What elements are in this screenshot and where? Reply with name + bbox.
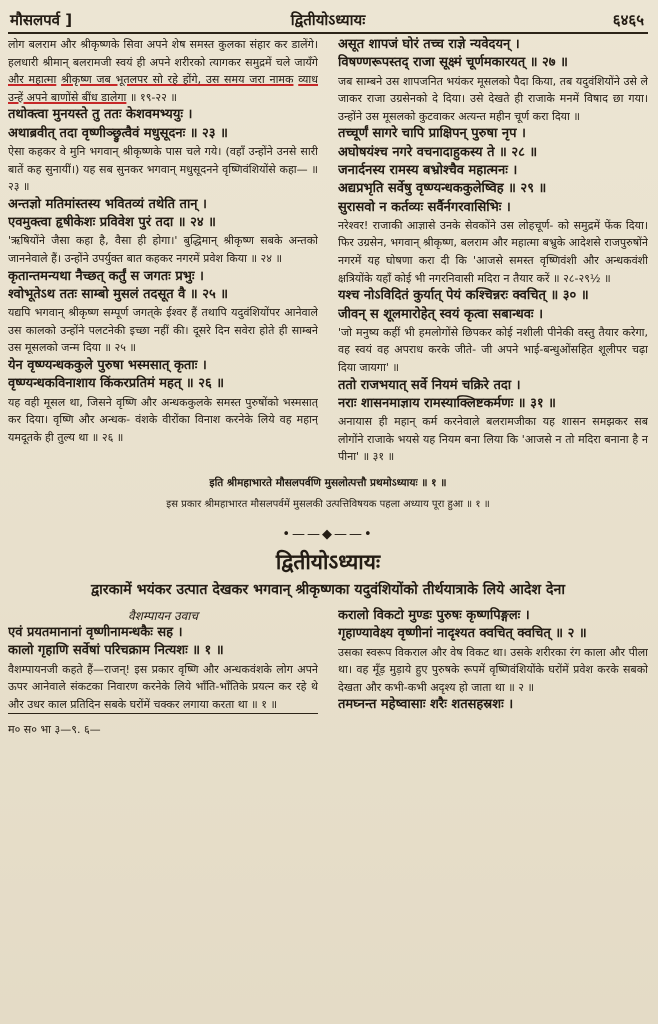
- verse-line: कालो गृहाणि सर्वेषां परिचक्राम नित्यशः ॥ १ ॥: [8, 643, 224, 659]
- verse-line: नराः शासनमाज्ञाय रामस्याक्लिष्टकर्मणः ॥ ३१ ॥: [338, 395, 556, 411]
- verse-26: [8, 357, 318, 394]
- text-line: जी अपने भाई-बन्धुओंसहित शूलीपर चढ़ा दिया जायगा' ॥: [338, 343, 648, 375]
- chapter2-columns: [8, 607, 648, 737]
- translation-19-22: [8, 36, 318, 106]
- text-line: नहीं की। दूसरे दिन सवेरा होते ही साम्बने उस मूसलको: [8, 323, 318, 355]
- text-line: और कभी-कभी अदृश्य हो जाता था ॥ २ ॥: [365, 680, 535, 694]
- text-line: यदुवंशियोंपर आनेवाले उस कालको उन्होंने पलटनेकी इच्छा: [8, 306, 318, 337]
- text-line: और अन्धकवंशके लोग अपने ऊपर आनेवाले संकटका: [8, 662, 318, 694]
- verse-line: जनार्दनस्य रामस्य बभ्रोश्चैव महात्मनः ।: [338, 162, 518, 178]
- verse-ch2-3: तमघ्नन्त महेष्वासाः शरैः शतसहस्रशः ।: [338, 697, 514, 713]
- verse-line: एवं प्रयतमानानां वृष्णीनामन्धकैः सह ।: [8, 624, 183, 640]
- verse-24: [8, 196, 318, 233]
- text-line: पीनेकी वस्तु तैयार करेगा, वह स्वयं वह अपराध करके जीते-: [338, 325, 648, 357]
- text-line: अन्धकवंशी क्षत्रियोंके यहाँ कोई भी नगरनिवासी मदिरा न: [338, 254, 648, 285]
- verse-27: [338, 36, 648, 73]
- verse-line: सुरासवो न कर्तव्यः सर्वैर्नगरवासिभिः ।: [338, 199, 511, 215]
- chapter1-columns: [8, 36, 648, 466]
- underlined-text: श्रीकृष्ण जब भूतलपर सो रहे होंगे, उस समय जरा नामक: [61, 73, 294, 87]
- verse-ch2-2: [338, 607, 648, 644]
- translation-25: [8, 304, 318, 357]
- verse-line: विषण्णरूपस्तद् राजा सूक्ष्मं चूर्णमकारयत् ॥ २७ ॥: [338, 55, 568, 71]
- translation-28-29: [338, 217, 648, 287]
- text-line: अपने शरीरको त्यागकर समुद्रमें चले जायँगे: [149, 55, 318, 69]
- text-line: वंशके वीरोंका विनाश करनेके लिये वह महान् यमदूतके ही: [8, 413, 318, 444]
- header-chapter-name: द्वितीयोऽध्यायः: [290, 11, 366, 29]
- text-line: अनायास ही महान् कर्म करनेवाले बलरामजीका यह: [338, 415, 556, 429]
- text-line: उसे देखते ही राजाके मनमें विषाद छा गया। उन्होंने: [338, 92, 648, 123]
- translation-30: [338, 324, 648, 377]
- text-line: नरेश्वर! राजाकी आज्ञासे उनके सेवकोंने उस लोहचूर्ण-: [338, 218, 554, 232]
- verse-line: तथोक्त्वा मुनयस्ते तु ततः केशवमभ्ययुः ।: [8, 107, 193, 123]
- verse-line: येन वृष्ण्यन्धककुले पुरुषा भस्मसात् कृताः ।: [8, 357, 207, 373]
- text-line: यह घोषणा करा दी कि 'आजसे समस्त वृष्णिवंशी और: [367, 254, 599, 268]
- text-line: काल प्रतिदिन सबके घरोंमें चक्कर लगाया करता था ॥ १ ॥: [48, 697, 278, 711]
- page-header: [8, 6, 648, 32]
- translation-26: [8, 394, 318, 447]
- text-line: पुरुषके रूपमें वृष्णिवंशियोंके घरोंमें प्रवेश करके सबको देखता: [338, 663, 648, 694]
- text-line: उस मूसलको कुटवाकर अत्यन्त महीन चूर्ण करा दिया ॥: [365, 109, 580, 123]
- verse-line: ततो राजभयात् सर्वे नियमं चक्रिरे तदा ।: [338, 377, 521, 393]
- text-line: भगवान् मधुसूदनने वृष्णिवंशियोंसे कहा— ॥ २३ ॥: [8, 162, 318, 194]
- verse-line: करालो विकटो मुण्डः पुरुषः कृष्णपिङ्गलः ।: [338, 607, 530, 623]
- text-line: को समुद्रमें फेंक दिया। फिर उग्रसेन, भगवान् श्रीकृष्ण,: [338, 218, 648, 250]
- text-line: (वहाँ उन्होंने उनसे सारी बातें कह सुनायीं।) यह सब सुनकर: [8, 144, 318, 176]
- text-line: जन्म दिया ॥ २५ ॥: [61, 341, 136, 355]
- translation-ch2-2: [338, 644, 648, 697]
- header-parva-name: मौसलपर्व ]: [10, 11, 73, 29]
- verse-31: [338, 377, 648, 414]
- text-line: संहार कर डालेंगे। हलधारी श्रीमान् बलरामजी स्वयं ही: [8, 38, 318, 69]
- verse-line: एवमुक्त्वा हृषीकेशः प्रविवेश पुरं तदा ॥ २४ ॥: [8, 215, 216, 231]
- text-line: शासन समझकर सब लोगोंने राजाके भयसे यह नियम बना: [338, 415, 648, 446]
- text-line: लोग बलराम और श्रीकृष्णके सिवा अपने शेष समस्त कुलका: [8, 38, 246, 51]
- verse-line: श्वोभूतेऽथ ततः साम्बो मुसलं तदसूत वै ॥ २५ ॥: [8, 286, 229, 302]
- header-divider: [8, 32, 648, 34]
- colophon-hindi: इस प्रकार श्रीमहाभारत मौसलपर्वमें मुसलकी उत्पत्तिविषयक पहला अध्याय पूरा हुआ ॥ १ ॥: [166, 498, 490, 510]
- verse-line: वृष्ण्यन्धकविनाशाय किंकरप्रतिमं महत् ॥ २६ ॥: [8, 376, 225, 392]
- text-line: तब यदुवंशियोंने उसे ले जाकर राजा उग्रसेनको दे दिया।: [338, 74, 648, 106]
- left-column: [8, 36, 318, 466]
- ch2-right-column: [338, 607, 648, 737]
- section-divider-ornament: •——◆——•: [282, 526, 374, 542]
- text-line: 'ऋषियोंने जैसा कहा है, वैसा ही होगा।' बुद्धिमान्: [8, 234, 218, 248]
- text-line: 'जो मनुष्य कहीं भी हमलोगोंसे छिपकर कोई नशीली: [338, 325, 544, 339]
- text-line: कहकर नगरमें प्रवेश किया ॥ २४ ॥: [145, 251, 283, 265]
- translation-ch2-1: [8, 661, 318, 714]
- verse-ch2-1: [8, 624, 318, 661]
- text-line: श्रीकृष्ण सबके अन्तको जाननेवाले हैं। उन्होंने उपर्युक्त बात: [8, 234, 318, 265]
- page-footer-signature: म० स० भा ३—९. ६—: [8, 723, 101, 737]
- text-line: निवारण करनेके लिये भाँति-भाँतिके प्रयत्न कर रहे थे और उधर: [8, 680, 318, 711]
- right-column: [338, 36, 648, 466]
- verse-line: असूत शापजं घोरं तच्च राज्ञे न्यवेदयन् ।: [338, 37, 520, 52]
- chapter-subtitle: द्वारकामें भयंकर उत्पात देखकर भगवान् श्रीकृष्णका यदुवंशियोंको तीर्थयात्राके लिये आदेश देना: [90, 581, 566, 598]
- translation-24: [8, 232, 318, 267]
- verse-23: [8, 106, 318, 143]
- text-line: तुल्य था ॥ २६ ॥: [57, 430, 124, 444]
- verse-line: तच्चूर्णं सागरे चापि प्राक्षिपन् पुरुषा नृप ।: [338, 126, 526, 142]
- verse-line: कृतान्तमन्यथा नैच्छत् कर्तुं स जगतः प्रभुः ।: [8, 268, 204, 284]
- verse-line: गृहाण्यावेक्ष्य वृष्णीनां नादृश्यत क्वचित् क्वचित् ॥ २ ॥: [338, 626, 587, 642]
- text-line: उसका स्वरूप विकराल और वेष विकट था। उसके: [338, 645, 533, 659]
- verse-line: अन्तज्ञो मतिमांस्तस्य भवितव्यं तथेति तान् ।: [8, 196, 207, 212]
- text-line: ऐसा कहकर वे मुनि भगवान् श्रीकृष्णके पास चले गये।: [8, 144, 222, 158]
- chapter-title: द्वितीयोऽध्यायः: [275, 549, 381, 574]
- verse-line: यश्च नोऽविदितं कुर्यात् पेयं कश्चिन्नरः क्वचित् ॥ ३० ॥: [338, 288, 589, 304]
- verse-line: जीवन् स शूलमारोहेत् स्वयं कृत्वा सबान्धवः ।: [338, 306, 543, 322]
- verse-28-29: [338, 125, 648, 216]
- header-page-number: ६४६५: [612, 11, 644, 29]
- text-line: लिया कि 'आजसे न तो मदिरा बनाना है न पीना' ॥ ३१ ॥: [338, 432, 648, 464]
- ch2-left-column: [8, 607, 318, 737]
- text-line: शरीरका रंग काला और पीला था। वह मूँड़ मुड़ाये हुए: [338, 645, 648, 677]
- verse-number: ॥ १९-२२ ॥: [129, 90, 177, 104]
- verse-line: अघोषयंश्च नगरे वचनादाहुकस्य ते ॥ २८ ॥: [338, 144, 538, 160]
- underlined-text: व्याध उन्हें अपने बाणोंसे बींध डालेगा: [8, 73, 318, 104]
- verse-line: अथाब्रवीत् तदा वृष्णीञ्छ्रुत्वैवं मधुसूदनः ॥ २३ ॥: [8, 125, 228, 141]
- translation-27: [338, 73, 648, 126]
- verse-line: अद्यप्रभृति सर्वेषु वृष्ण्यन्धककुलेष्विह ॥ २९ ॥: [338, 181, 547, 197]
- translation-23: [8, 143, 318, 196]
- text-line: यह वही मूसल था, जिसने वृष्णि और अन्धककुलके: [8, 395, 212, 409]
- text-line: जब साम्बने उस शापजनित भयंकर मूसलको पैदा किया,: [338, 74, 557, 88]
- text-line: समस्त पुरुषोंको भस्मसात् कर दिया। वृष्णि और अन्धक-: [8, 395, 318, 427]
- verse-25: [8, 268, 318, 305]
- text-line: वैशम्पायनजी कहते हैं—राजन्! इस प्रकार वृष्णि: [8, 662, 199, 676]
- text-line: बलराम और महात्मा बभ्रुके आदेशसे राजपुरुषोंने नगरमें: [338, 236, 648, 268]
- translation-31: [338, 413, 648, 466]
- footer-divider: [8, 713, 318, 714]
- colophon-sanskrit: इति श्रीमहाभारते मौसलपर्वणि मुसलोत्पत्तौ प्रथमोऽध्यायः ॥ १ ॥: [209, 476, 447, 489]
- speaker-label: वैशम्पायन उवाच: [128, 608, 198, 623]
- text-line: तैयार करें ॥ २८-२९½ ॥: [513, 271, 611, 285]
- underlined-text: और महात्मा: [8, 73, 57, 87]
- verse-30: [338, 287, 648, 324]
- text-line: यद्यपि भगवान् श्रीकृष्ण सम्पूर्ण जगत्‌के ईश्वर हैं तथापि: [8, 306, 227, 320]
